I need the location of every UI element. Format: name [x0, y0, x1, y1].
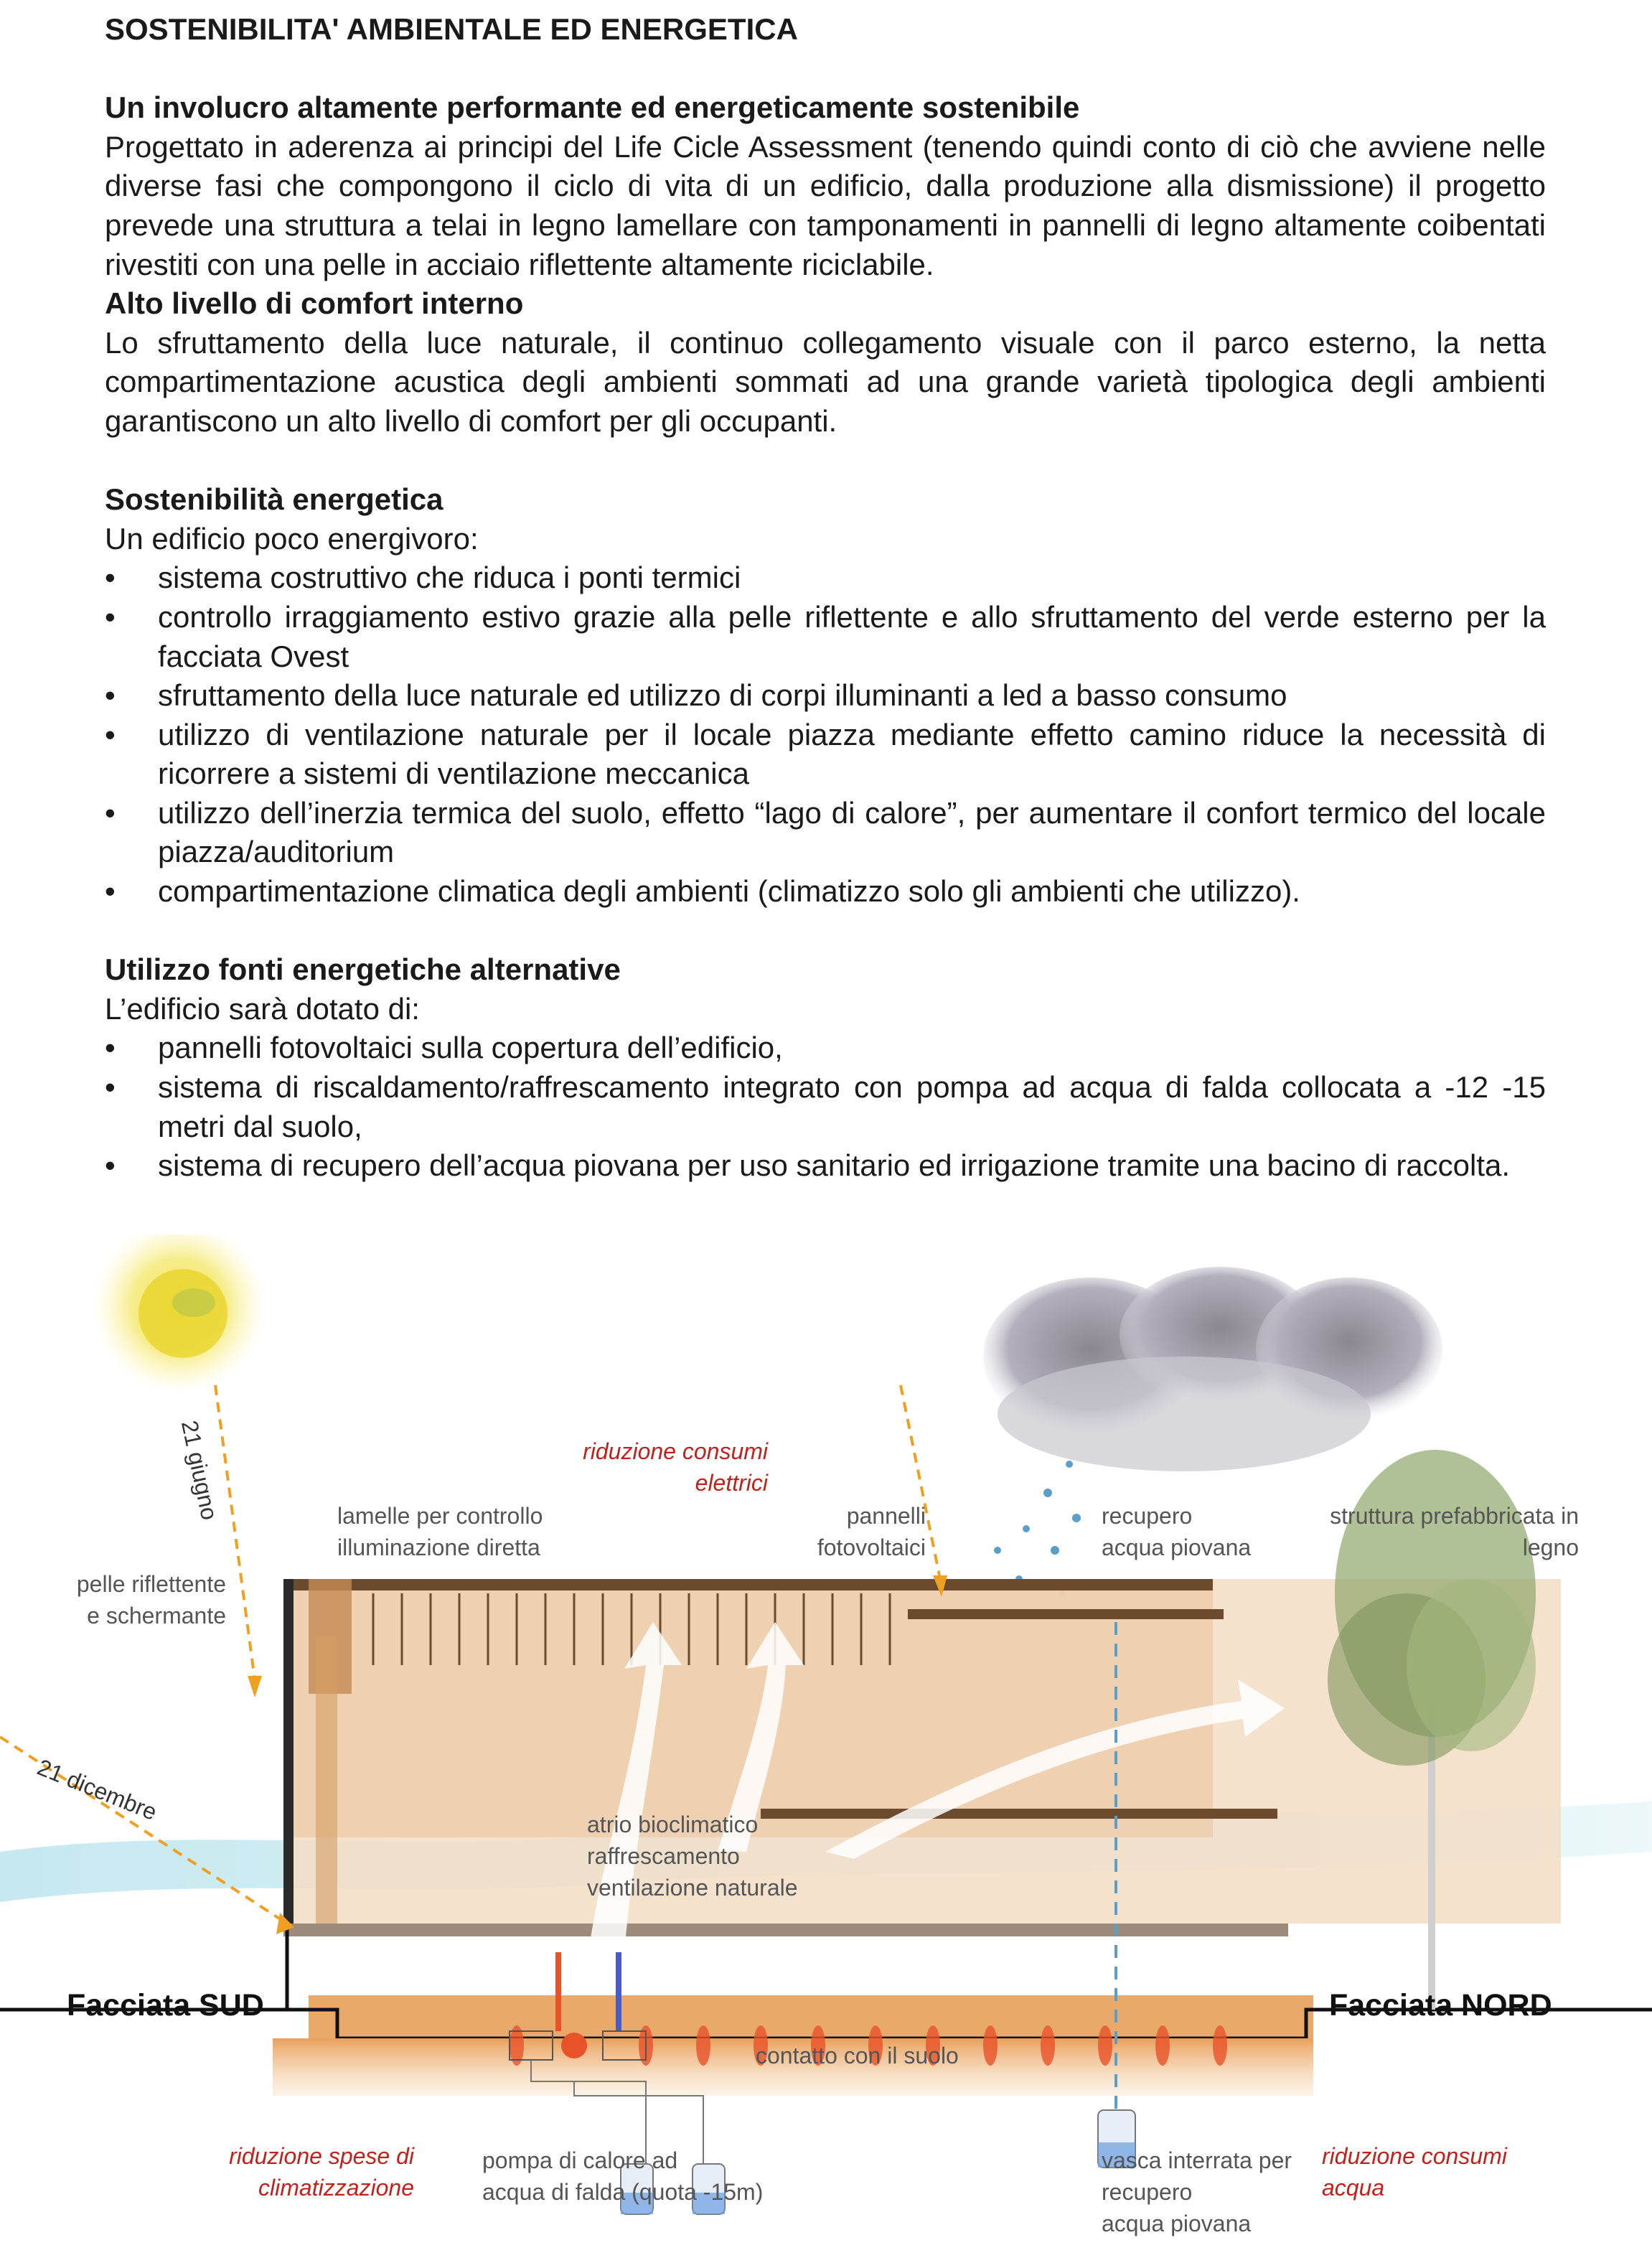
- section-body-involucro: Progettato in aderenza ai principi del Life Cicle Assessment (tenendo quindi conto di ciò che avviene nelle diverse fasi che compongono il ciclo di vita di un edificio, dalla produzione alla dismissione) il progetto prevede una struttura a telai in legno lamellare con tamponamenti in pannelli di legno altamente coibentati rivestiti con una pelle in acciaio riflettente altamente riciclabile.: [105, 129, 1546, 281]
- list-item: • compartimentazione climatica degli ambienti (climatizzo solo gli ambienti che utilizzo).: [105, 872, 1546, 912]
- list-item: • sistema di recupero dell’acqua piovana per uso sanitario ed irrigazione tramite una bacino di raccolta.: [105, 1146, 1546, 1186]
- list-item: • pannelli fotovoltaici sulla copertura dell’edificio,: [105, 1029, 1546, 1068]
- section-body-comfort: Lo sfruttamento della luce naturale, il continuo collegamento visuale con il parco esterno, la netta compartimentazione acustica degli ambienti sommati ad una grande varietà tipologica degli ambienti garantiscono un alto livello di comfort per gli occupanti.: [105, 325, 1546, 438]
- section-heading-fonti: Utilizzo fonti energetiche alternative: [105, 952, 621, 987]
- section-heading-sostenibilita: Sostenibilità energetica: [105, 482, 443, 517]
- label-riduzione-elettrici: riduzione consumi elettrici: [583, 1438, 768, 1496]
- cloud-icon: [983, 1267, 1442, 1471]
- label-pelle: pelle riflettente e schermante: [76, 1571, 226, 1629]
- section-drawing: [0, 1234, 1652, 2263]
- list-item: • sfruttamento della luce naturale ed utilizzo di corpi illuminanti a led a basso consumo: [105, 676, 1546, 716]
- label-21-dicembre: 21 dicembre: [34, 1753, 161, 1826]
- rain-drops: [966, 1461, 1081, 1597]
- section-intro-fonti: L’edificio sarà dotato di:: [105, 991, 420, 1026]
- section-heading-involucro: Un involucro altamente performante ed energeticamente sostenibile: [105, 90, 1080, 125]
- list-item: • controllo irraggiamento estivo grazie alla pelle riflettente e allo sfruttamento del verde esterno per la facciata Ovest: [105, 598, 1546, 676]
- label-vasca: vasca interrata per recupero acqua piovana: [1102, 2147, 1292, 2236]
- label-riduzione-climatizzazione: riduzione spese di climatizzazione: [229, 2143, 414, 2201]
- label-facciata-nord: Facciata NORD: [1329, 1988, 1552, 2023]
- bullet-list-sostenibilita: [105, 558, 1546, 911]
- label-contatto-suolo: contatto con il suolo: [756, 2043, 959, 2068]
- label-riduzione-acqua: riduzione consumi acqua: [1322, 2143, 1507, 2201]
- list-item: • utilizzo di ventilazione naturale per il locale piazza mediante effetto camino riduce la necessità di ricorrere a sistemi di ventilazione meccanica: [105, 716, 1546, 794]
- label-atrio: atrio bioclimatico raffrescamento ventilazione naturale: [587, 1812, 798, 1901]
- label-struttura: struttura prefabbricata in legno: [1330, 1503, 1579, 1560]
- sun-icon: [93, 1234, 266, 1392]
- list-item: • sistema costruttivo che riduca i ponti termici: [105, 558, 1546, 598]
- label-21-giugno: 21 giugno: [176, 1418, 223, 1522]
- page-title: SOSTENIBILITA' AMBIENTALE ED ENERGETICA: [105, 12, 798, 46]
- section-intro-sostenibilita: Un edificio poco energivoro:: [105, 521, 479, 556]
- list-item: • sistema di riscaldamento/raffrescamento integrato con pompa ad acqua di falda collocata a -12 -15 metri dal suolo,: [105, 1068, 1546, 1146]
- building-section-diagram: [0, 1234, 1652, 2263]
- label-pompa: pompa di calore ad acqua di falda (quota -15m): [482, 2147, 764, 2205]
- bullet-list-fonti: [105, 1029, 1546, 1185]
- label-facciata-sud: Facciata SUD: [67, 1988, 264, 2023]
- label-lamelle: lamelle per controllo illuminazione diretta: [337, 1503, 543, 1560]
- section-heading-comfort: Alto livello di comfort interno: [105, 286, 524, 321]
- list-item: • utilizzo dell’inerzia termica del suolo, effetto “lago di calore”, per aumentare il confort termico del locale piazza/auditorium: [105, 794, 1546, 872]
- label-pannelli: pannelli fotovoltaici: [817, 1503, 926, 1560]
- text-content: [105, 10, 1546, 1186]
- label-recupero: recupero acqua piovana: [1102, 1503, 1252, 1560]
